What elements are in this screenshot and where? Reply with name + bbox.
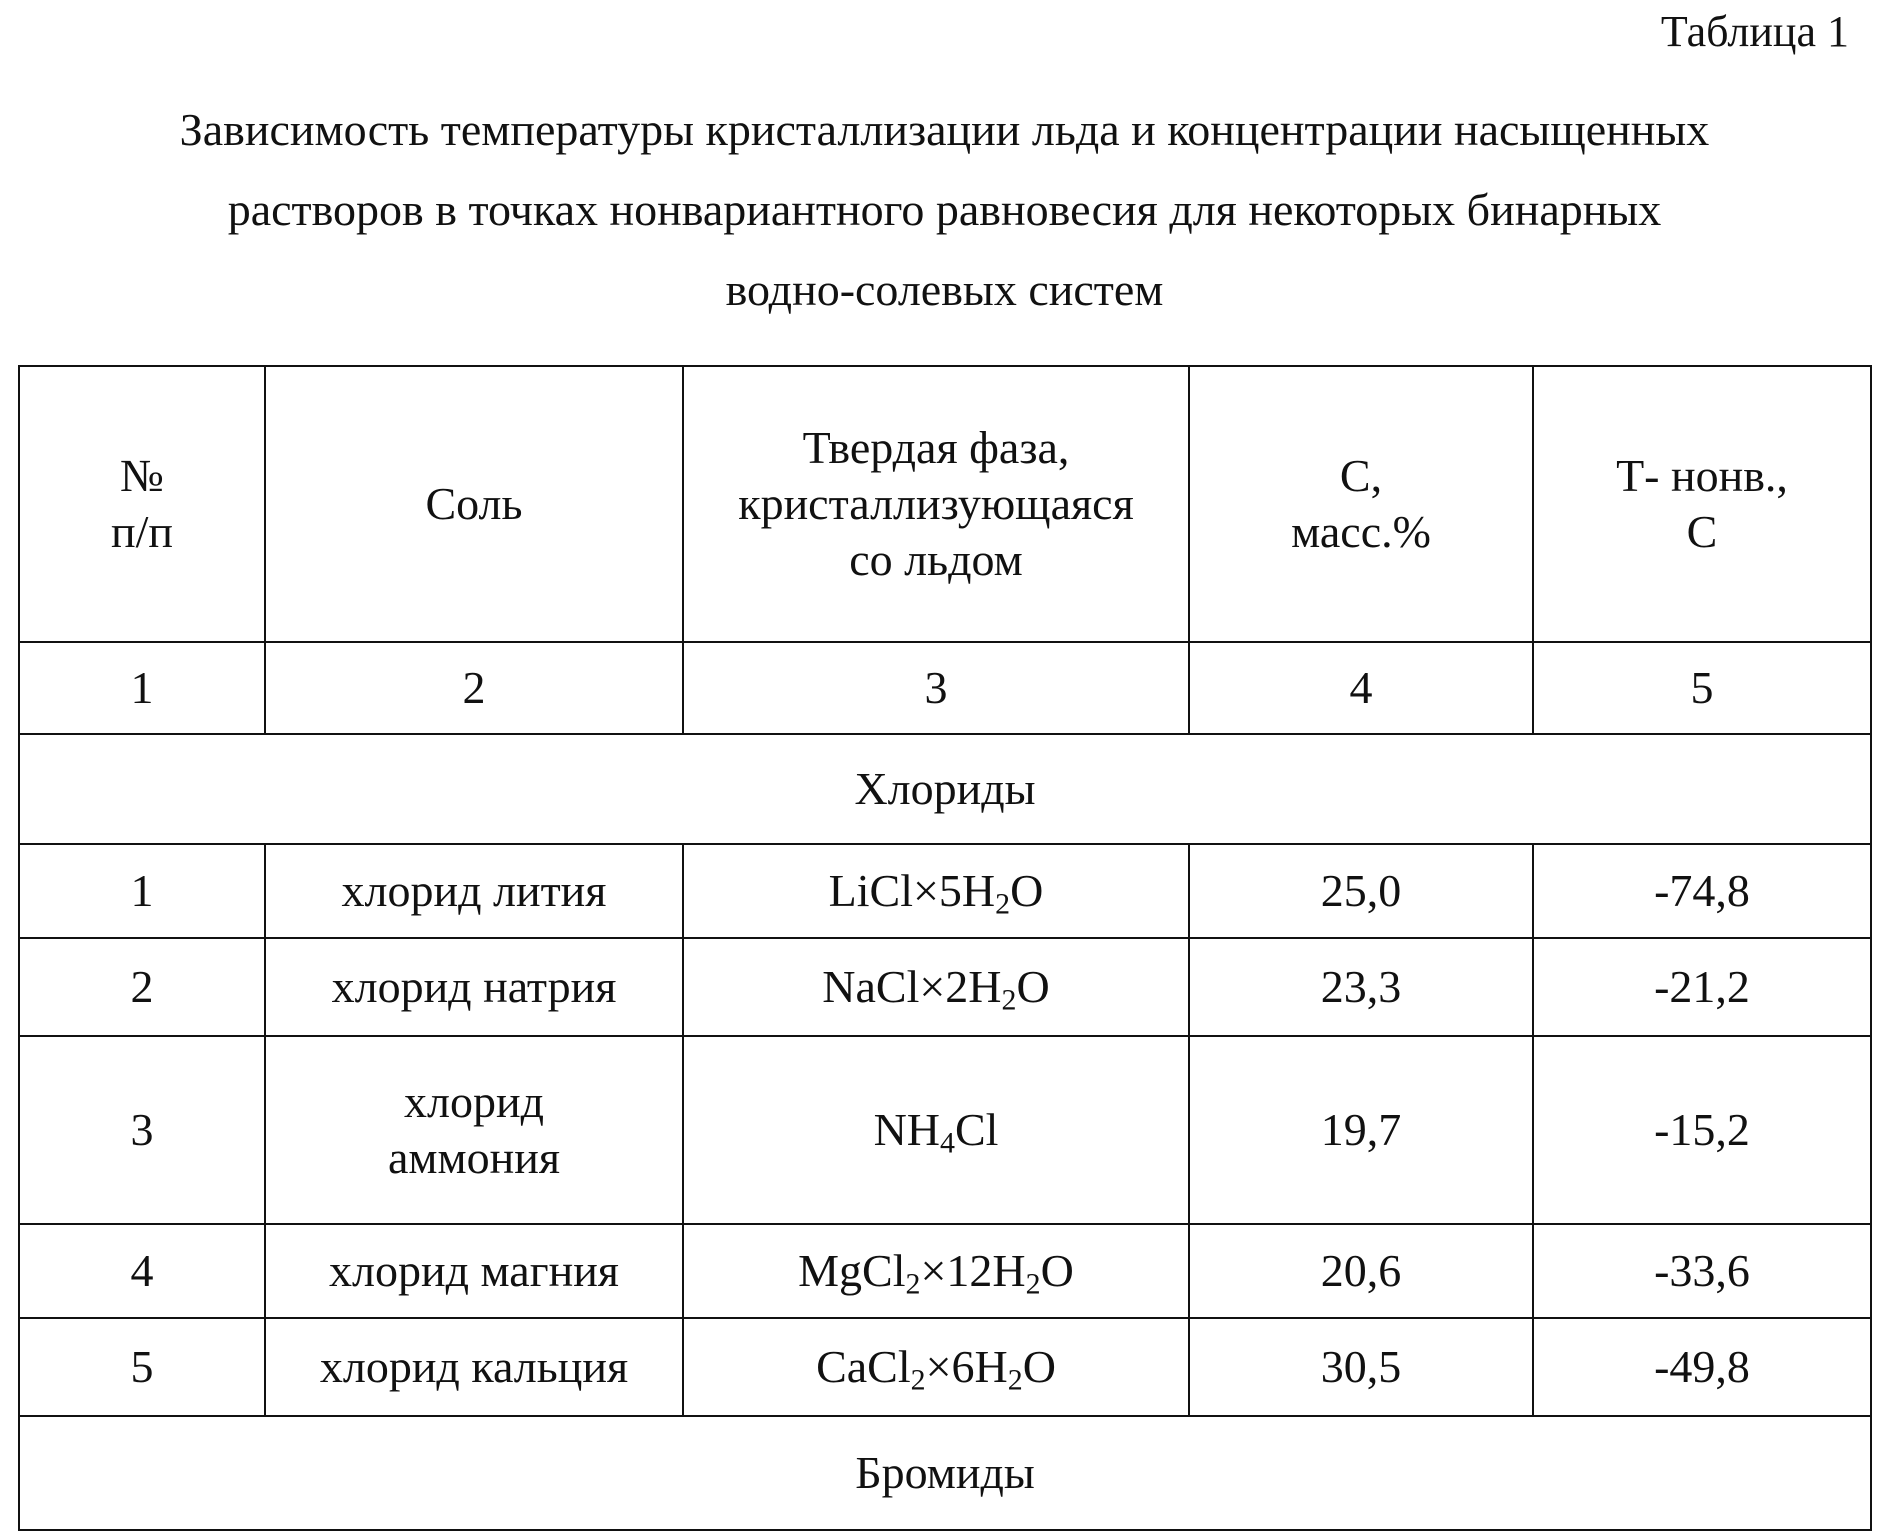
header-salt: Соль [265, 366, 683, 642]
cell-phase: $NaCl\times 2H_2O$ [683, 938, 1189, 1036]
cell-num: 5 [19, 1318, 265, 1416]
cell-concentration: 20,6 [1189, 1224, 1533, 1318]
cell-salt: хлорид кальция [265, 1318, 683, 1416]
data-table [18, 365, 1872, 1531]
cell-salt: хлорид аммония [265, 1036, 683, 1224]
table-title [20, 90, 1869, 330]
cell-num: 2 [19, 938, 265, 1036]
cell-phase: $CaCl_2\times 6H_2O$ [683, 1318, 1189, 1416]
header-concentration: С, масс.% [1189, 366, 1533, 642]
cell-concentration: 30,5 [1189, 1318, 1533, 1416]
table-row [19, 1036, 1871, 1224]
column-index: 5 [1533, 642, 1871, 734]
cell-temperature: -21,2 [1533, 938, 1871, 1036]
column-index: 3 [683, 642, 1189, 734]
table-row [19, 1224, 1871, 1318]
title-line: Зависимость температуры кристаллизации льда и концентрации насыщенных [179, 104, 1710, 155]
group-title: Бромиды [19, 1416, 1871, 1530]
cell-temperature: -33,6 [1533, 1224, 1871, 1318]
cell-num: 3 [19, 1036, 265, 1224]
cell-phase: $MgCl_2\times 12H_2O$ [683, 1224, 1189, 1318]
cell-salt: хлорид лития [265, 844, 683, 938]
cell-concentration: 25,0 [1189, 844, 1533, 938]
cell-concentration: 19,7 [1189, 1036, 1533, 1224]
cell-phase: $NH_4Cl$ [683, 1036, 1189, 1224]
cell-num: 1 [19, 844, 265, 938]
column-index-row [19, 642, 1871, 734]
group-title: Хлориды [19, 734, 1871, 844]
table-row [19, 844, 1871, 938]
title-line: водно-солевых систем [725, 264, 1164, 315]
cell-temperature: -49,8 [1533, 1318, 1871, 1416]
title-line: растворов в точках нонвариантного равновесия для некоторых бинарных [227, 184, 1662, 235]
header-temperature: Т- нонв., С [1533, 366, 1871, 642]
header-num: № п/п [19, 366, 265, 642]
cell-salt: хлорид магния [265, 1224, 683, 1318]
table-row [19, 938, 1871, 1036]
cell-num: 4 [19, 1224, 265, 1318]
table-row [19, 1318, 1871, 1416]
group-row-bromides [19, 1416, 1871, 1530]
cell-temperature: -15,2 [1533, 1036, 1871, 1224]
cell-temperature: -74,8 [1533, 844, 1871, 938]
cell-phase: $LiCl\times 5H_2O$ [683, 844, 1189, 938]
cell-salt: хлорид натрия [265, 938, 683, 1036]
column-index: 4 [1189, 642, 1533, 734]
header-row [19, 366, 1871, 642]
column-index: 1 [19, 642, 265, 734]
table-label: Таблица 1 [1660, 7, 1849, 56]
group-row-chlorides [19, 734, 1871, 844]
header-solid-phase: Твердая фаза, кристаллизующаяся со льдом [683, 366, 1189, 642]
column-index: 2 [265, 642, 683, 734]
cell-concentration: 23,3 [1189, 938, 1533, 1036]
